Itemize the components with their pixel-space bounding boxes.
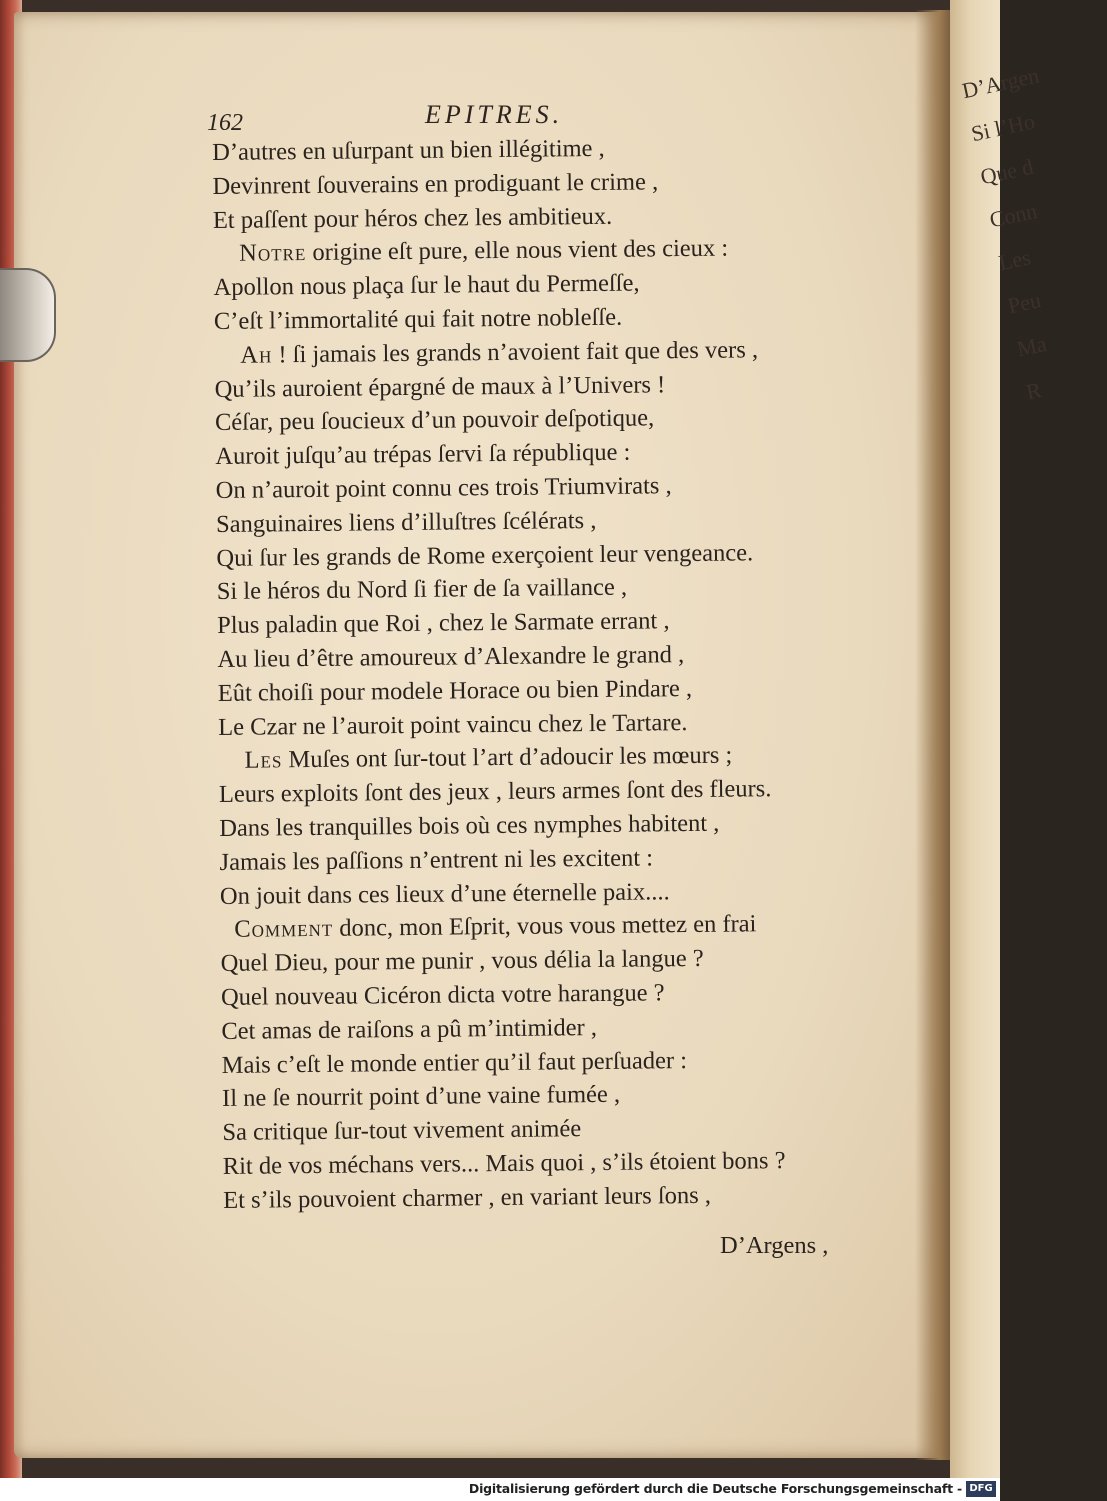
facing-page-line: Conn [987, 198, 1040, 233]
verse-text [212, 129, 863, 1217]
verse-line: Il ne ſe nourrit point d’une vaine fumée , [221, 1081, 621, 1113]
verse-line: Sa critique ſur-tout vivement animée [222, 1115, 582, 1147]
facing-page-line: D’Argen [959, 62, 1042, 104]
verse-line: Qu’ils auroient épargné de maux à l’Univers ! [214, 370, 666, 403]
facing-page-line: Si l’Ho [969, 108, 1038, 147]
facing-page-line: Les [996, 244, 1033, 276]
catchword: D’Argens , [720, 1232, 829, 1259]
verse-line: Céſar, peu ſoucieux d’un pouvoir deſpotique, [214, 404, 655, 437]
verse-line: Jamais les paſſions n’entrent ni les excitent : [219, 844, 654, 876]
verse-line: Leurs exploits ſont des jeux , leurs armes ſont des fleurs. [218, 775, 772, 809]
verse-line: Cet amas de raiſons a pû m’intimider , [221, 1013, 598, 1045]
verse-line: Sanguinaires liens d’illuſtres ſcélérats , [215, 506, 597, 538]
verse-line: Au lieu d’être amoureux d’Alexandre le grand , [217, 641, 685, 673]
facing-page-line: Peu [1005, 287, 1044, 319]
verse-line: Le Czar ne l’auroit point vaincu chez le Tartare. [218, 708, 688, 741]
verse-line: Apollon nous plaça ſur le haut du Permeſſe, [213, 269, 640, 302]
page-clip [0, 268, 56, 362]
dfg-logo: DFG [966, 1481, 996, 1497]
verse-line: Eût choiſi pour modele Horace ou bien Pindare , [217, 674, 693, 707]
footer-bar [0, 1478, 1000, 1501]
paragraph-start: Comment donc, mon Eſprit, vous vous mettez en frai [234, 910, 757, 944]
facing-page-line: Que d [978, 153, 1036, 190]
paragraph-start: Les Muſes ont ſur-tout l’art d’adoucir les mœurs ; [244, 741, 733, 775]
verse-line: Devinrent ſouverains en prodiguant le crime , [212, 168, 659, 200]
verse-line: Rit de vos méchans vers... Mais quoi , s’ils étoient bons ? [222, 1146, 786, 1180]
verse-line: C’eſt l’immortalité qui fait notre nobleſſe. [213, 303, 623, 335]
verse-line: Quel nouveau Cicéron dicta votre harangue ? [220, 979, 665, 1011]
verse-line: Quel Dieu, pour me punir , vous délia la langue ? [220, 945, 704, 978]
verse-line: Dans les tranquilles bois où ces nymphes habitent , [219, 809, 720, 842]
running-head: EPITRES. [425, 100, 564, 129]
verse-line: D’autres en uſurpant un bien illégitime , [212, 134, 605, 166]
verse-line: Mais c’eſt le monde entier qu’il faut perſuader : [221, 1046, 688, 1079]
page-number: 162 [207, 110, 243, 136]
paragraph-start: Notre origine eſt pure, elle nous vient des cieux : [239, 234, 729, 268]
verse-line: On jouit dans ces lieux d’une éternelle paix.... [219, 877, 670, 910]
verse-line: Plus paladin que Roi , chez le Sarmate errant , [216, 607, 670, 640]
verse-line: Et paſſent pour héros chez les ambitieux. [212, 202, 613, 234]
facing-page-line: Ma [1014, 330, 1049, 362]
verse-line: Et s’ils pouvoient charmer , en variant leurs ſons , [223, 1181, 712, 1214]
paragraph-start: Ah ! ſi jamais les grands n’avoient fait que des vers , [240, 336, 759, 369]
verse-line: Auroit juſqu’au trépas ſervi ſa république : [215, 438, 631, 471]
funding-credit: Digitalisierung gefördert durch die Deutsche Forschungsgemeinschaft - [468, 1481, 962, 1496]
facing-page-line: R [1023, 377, 1044, 405]
page-header [207, 100, 837, 134]
verse-line: On n’auroit point connu ces trois Triumvirats , [215, 472, 672, 504]
verse-line: Si le héros du Nord ſi fier de ſa vaillance , [216, 574, 628, 606]
verse-line: Qui ſur les grands de Rome exerçoient leur vengeance. [216, 538, 754, 572]
